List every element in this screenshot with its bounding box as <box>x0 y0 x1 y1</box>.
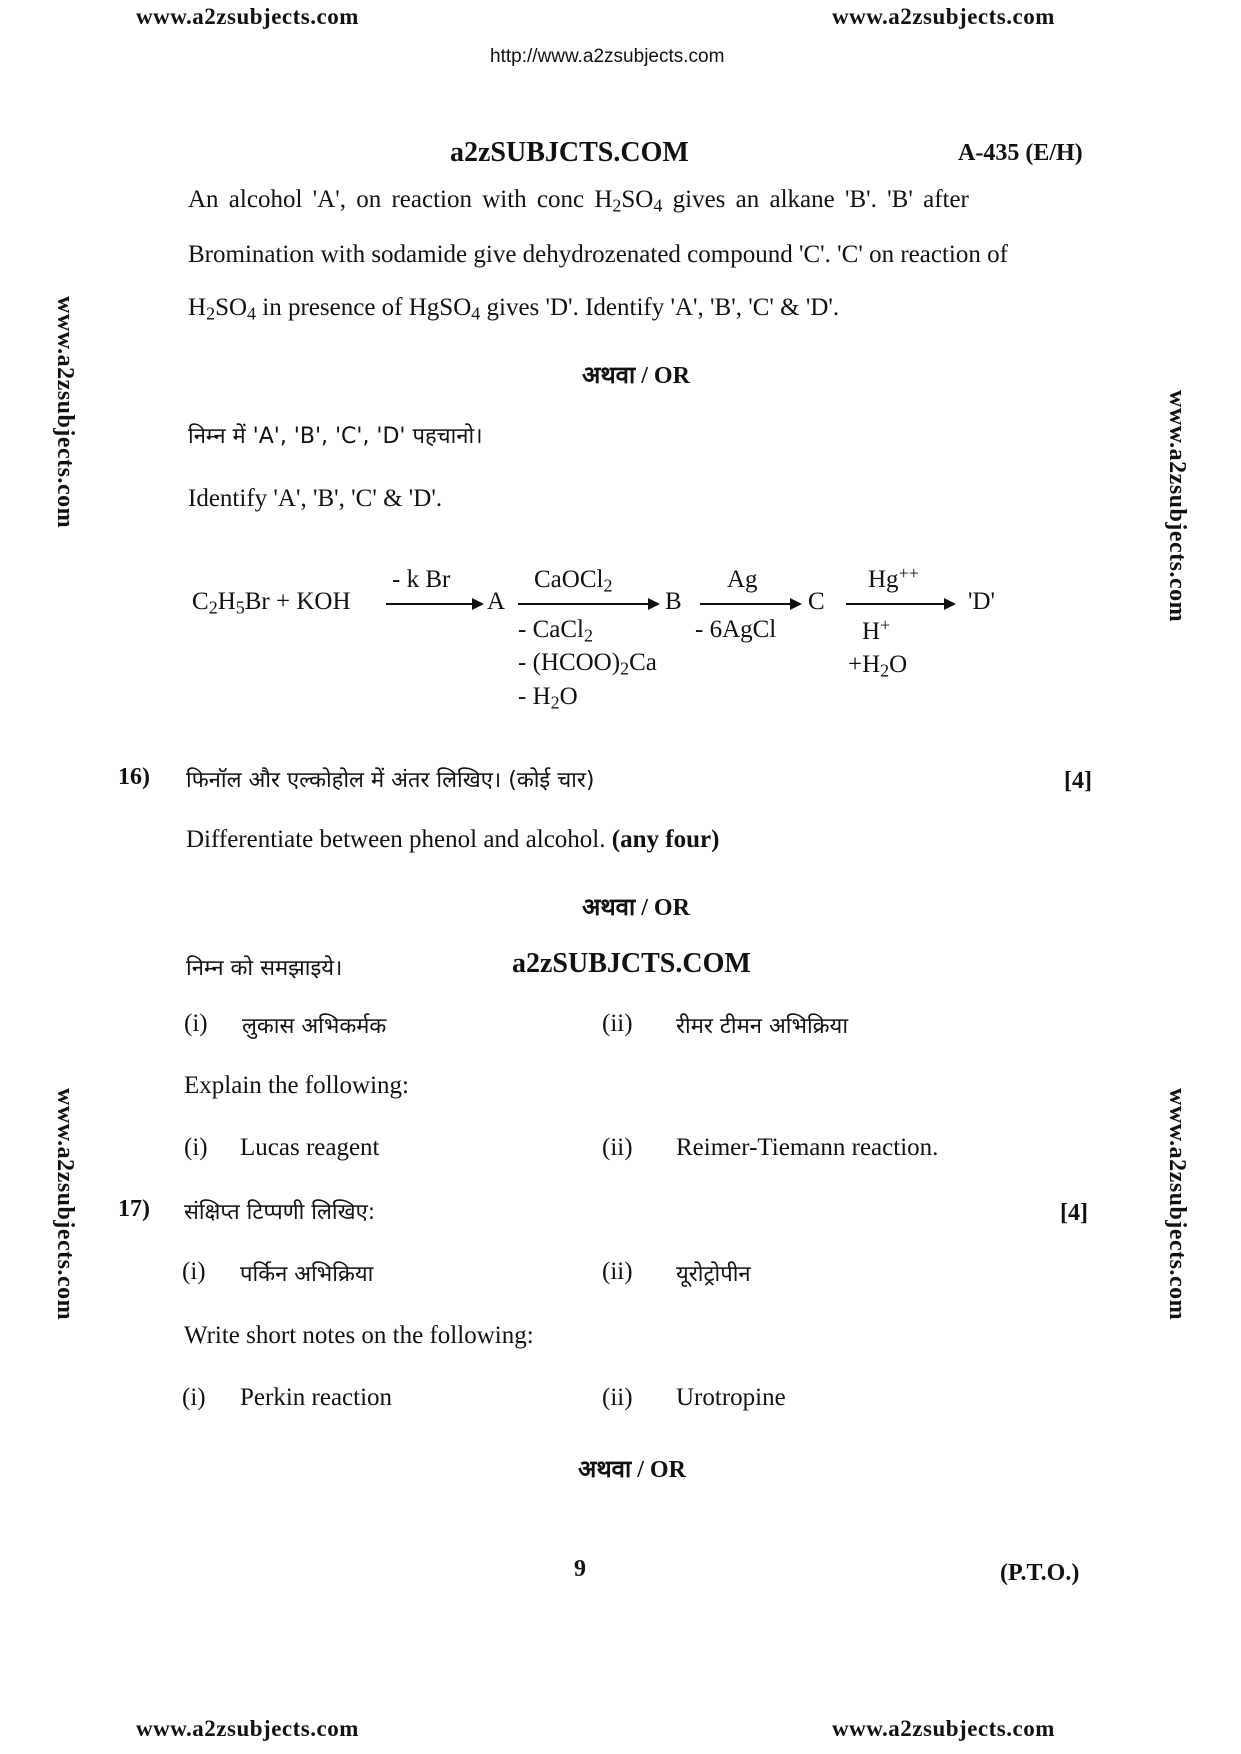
arrow1-label: - k Br <box>392 566 451 593</box>
reactant: $C_2H_5Br$ + KOH <box>192 588 351 618</box>
arrow2-byproduct-2: - $(HCOO)_2Ca$ <box>518 649 657 679</box>
arrow4-reagent: Hg++ <box>868 562 919 593</box>
q17-en-i: Perkin reaction <box>240 1384 393 1411</box>
q17-en-i-num: (i) <box>182 1384 206 1411</box>
q16-hi-ii: रीमर टीमन अभिक्रिया <box>676 1014 849 1039</box>
or-divider-2: अथवा / OR <box>582 895 690 921</box>
page-number: 9 <box>574 1556 586 1582</box>
side-watermark-left-top: www.a2zsubjects.com <box>52 296 78 529</box>
q15-english-identify: Identify 'A', 'B', 'C' & 'D'. <box>188 485 443 512</box>
arrow2-reagent: CaOCl$_2$ <box>534 566 613 596</box>
arrow4-condition-1: H+ <box>862 614 891 645</box>
q17-marks: [4] <box>1060 1200 1088 1226</box>
pto-label: (P.T.O.) <box>1000 1560 1080 1586</box>
q17-hi-i: पर्किन अभिक्रिया <box>240 1262 374 1287</box>
product-C: C <box>808 588 825 615</box>
arrow3-byproduct: - 6AgCl <box>695 616 777 643</box>
q17-en-ii-num: (ii) <box>602 1384 633 1411</box>
product-B: B <box>665 588 682 615</box>
paper-code: A-435 (E/H) <box>958 140 1083 166</box>
q16-hindi-explain: निम्न को समझाइये। <box>186 956 343 981</box>
product-A: A <box>487 588 506 615</box>
q17-hi-ii-num: (ii) <box>602 1258 633 1285</box>
q16-hi-i-num: (i) <box>184 1010 208 1037</box>
q16-explain: Explain the following: <box>184 1072 409 1099</box>
mid-site-title: a2zSUBJCTS.COM <box>512 948 751 979</box>
or-divider-3: अथवा / OR <box>578 1457 686 1483</box>
q16-en-ii-num: (ii) <box>602 1134 633 1161</box>
q17-en-ii: Urotropine <box>676 1384 786 1411</box>
q15-line1: An alcohol 'A', on reaction with conc $H_2SO_4$ gives an alkane 'B'. 'B' after <box>188 186 969 216</box>
site-title: a2zSUBJCTS.COM <box>450 137 689 168</box>
q15-line2: Bromination with sodamide give dehydrozenated compound 'C'. 'C' on reaction of <box>188 241 1008 268</box>
side-watermark-right-top: www.a2zsubjects.com <box>1164 390 1190 623</box>
or-divider-1: अथवा / OR <box>582 363 690 389</box>
arrow3-reagent: Ag <box>727 566 758 593</box>
arrow2-byproduct-1: - CaCl$_2$ <box>518 616 593 646</box>
q15-line3: $H_2SO_4$ in presence of HgSO$_4$ gives 'D'. Identify 'A', 'B', 'C' & 'D'. <box>188 294 840 324</box>
q16-en-i-num: (i) <box>184 1134 208 1161</box>
side-watermark-right-bottom: www.a2zsubjects.com <box>1164 1088 1190 1321</box>
header-watermark-right: www.a2zsubjects.com <box>832 4 1055 29</box>
reaction-arrow-3 <box>700 603 800 605</box>
product-D: 'D' <box>968 588 996 615</box>
arrow2-byproduct-3: - $H_2O$ <box>518 683 578 713</box>
header-watermark-left: www.a2zsubjects.com <box>136 4 359 29</box>
reaction-arrow-1 <box>386 603 482 605</box>
reaction-arrow-4 <box>846 603 954 605</box>
q17-number: 17) <box>118 1196 150 1222</box>
q17-hindi: संक्षिप्त टिप्पणी लिखिए: <box>184 1200 376 1225</box>
header-url: http://www.a2zsubjects.com <box>490 46 725 67</box>
q16-english: Differentiate between phenol and alcohol. (any four) <box>186 826 720 853</box>
q16-hindi: फिनॉल और एल्कोहोल में अंतर लिखिए। (कोई चार) <box>186 768 595 793</box>
q17-write: Write short notes on the following: <box>184 1322 534 1349</box>
q16-hi-i: लुकास अभिकर्मक <box>242 1014 387 1039</box>
q16-en-ii: Reimer-Tiemann reaction. <box>676 1134 939 1161</box>
q17-hi-ii: यूरोट्रोपीन <box>676 1262 751 1287</box>
q16-number: 16) <box>118 764 150 790</box>
q16-marks: [4] <box>1064 768 1092 794</box>
reaction-arrow-2 <box>518 603 658 605</box>
q16-en-i: Lucas reagent <box>240 1134 380 1161</box>
footer-watermark-right: www.a2zsubjects.com <box>832 1716 1055 1741</box>
q15-hindi-identify: निम्न में 'A', 'B', 'C', 'D' पहचानो। <box>188 424 483 449</box>
side-watermark-left-bottom: www.a2zsubjects.com <box>52 1088 78 1321</box>
arrow4-condition-2: $+H_2O$ <box>848 651 908 681</box>
footer-watermark-left: www.a2zsubjects.com <box>136 1716 359 1741</box>
q16-hi-ii-num: (ii) <box>602 1010 633 1037</box>
q17-hi-i-num: (i) <box>182 1258 206 1285</box>
